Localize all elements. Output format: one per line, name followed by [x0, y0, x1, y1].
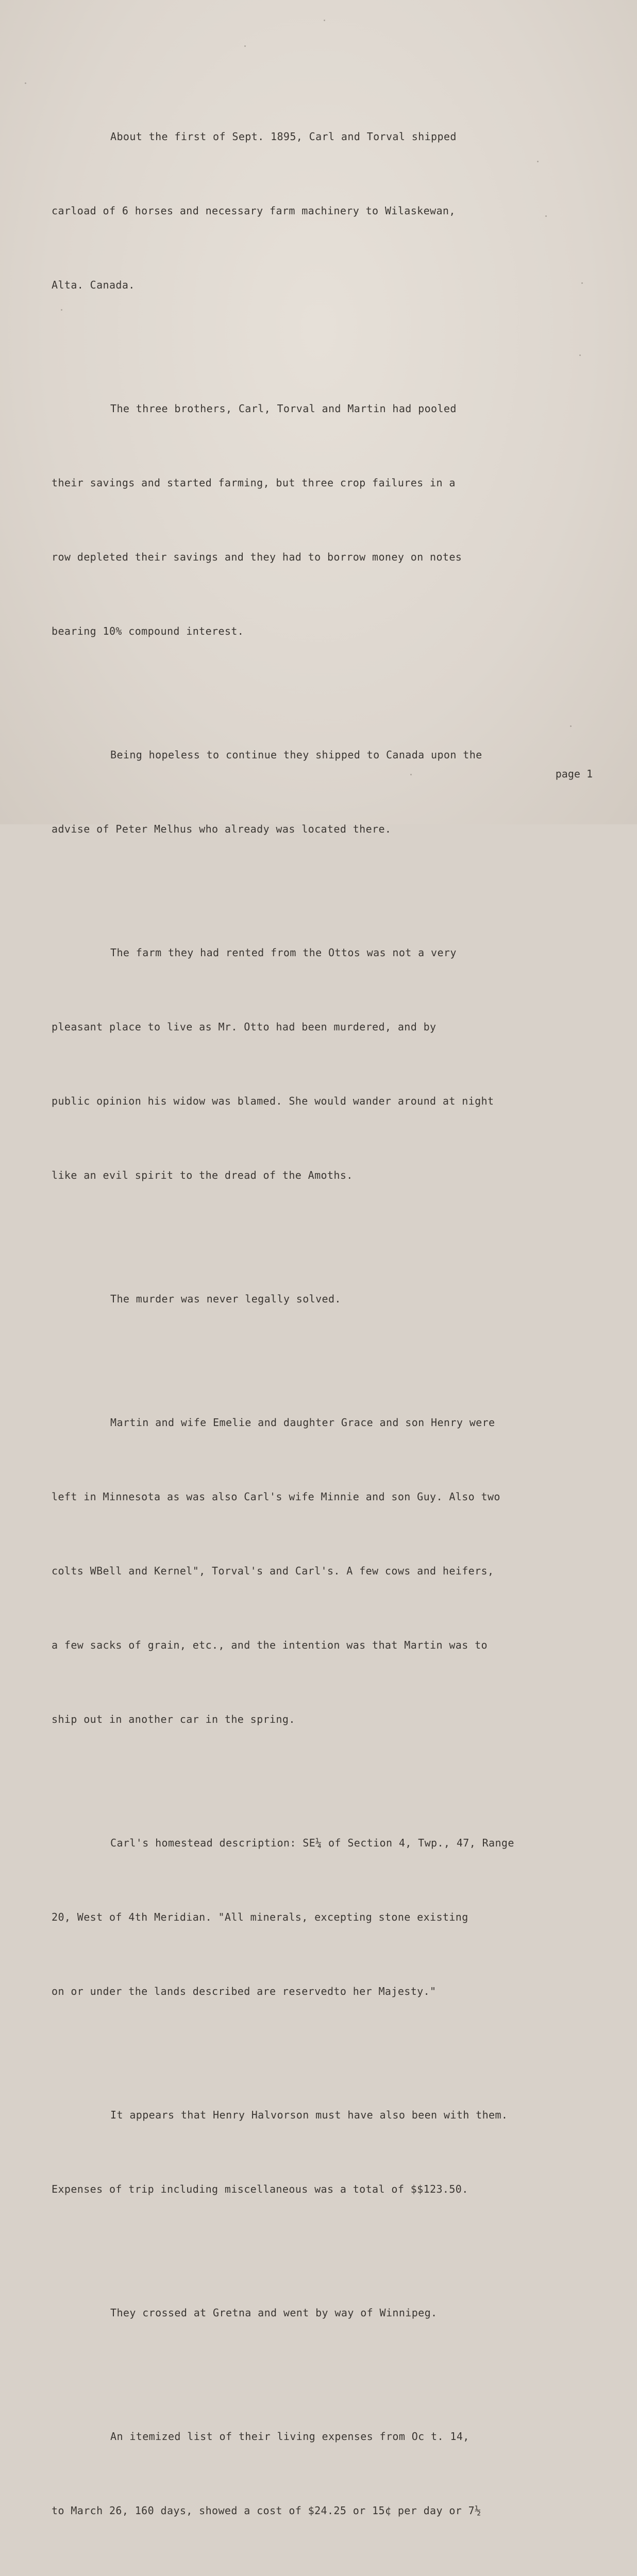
text-line: The three brothers, Carl, Torval and Martin had pooled [110, 402, 457, 415]
paper-speck [537, 161, 539, 162]
text-line: The murder was never legally solved. [110, 1293, 341, 1305]
paragraph [52, 693, 598, 891]
text-line: left in Minnesota as was also Carl's wife Minnie and son Guy. Also two [52, 1490, 500, 1503]
text-line: pleasant place to live as Mr. Otto had been murdered, and by [52, 1021, 437, 1033]
paper-speck [581, 282, 583, 284]
document-body [52, 75, 598, 2576]
text-line: bearing 10% compound interest. [52, 625, 244, 637]
paper-speck [324, 20, 325, 21]
paper-speck [570, 725, 572, 727]
text-line: advise of Peter Melhus who already was located there. [52, 823, 392, 835]
text-line: It appears that Henry Halvorson must have also been with them. [110, 2109, 508, 2121]
text-line: like an evil spirit to the dread of the Amoths. [52, 1169, 353, 1181]
text-line: Carl's homestead description: SE¼ of Section 4, Twp., 47, Range [110, 1837, 514, 1849]
paper-speck [61, 309, 62, 311]
text-line: colts WBell and Kernel", Torval's and Carl's. A few cows and heifers, [52, 1565, 494, 1577]
text-line: They crossed at Gretna and went by way of Winnipeg. [110, 2307, 438, 2319]
paragraph [52, 2251, 598, 2375]
paper-speck [25, 82, 26, 84]
paragraph [52, 1781, 598, 2053]
paragraph [52, 1237, 598, 1361]
text-line [52, 2572, 598, 2576]
paper-speck [545, 215, 547, 217]
paragraph [52, 75, 598, 347]
text-line: ship out in another car in the spring. [52, 1713, 295, 1725]
text-line: public opinion his widow was blamed. She would wander around at night [52, 1095, 494, 1107]
text-line: their savings and started farming, but three crop failures in a [52, 477, 456, 489]
paper-speck [244, 45, 246, 47]
paragraph [52, 2053, 598, 2251]
paragraph [52, 1361, 598, 1781]
text-line: The farm they had rented from the Ottos was not a very [110, 946, 457, 959]
page-number: page 1 [555, 768, 593, 780]
text-line: Alta. Canada. [52, 279, 135, 291]
text-line: 20, West of 4th Meridian. "All minerals, excepting stone existing [52, 1911, 468, 1923]
paragraph [52, 347, 598, 693]
text-line: Martin and wife Emelie and daughter Grace and son Henry were [110, 1416, 495, 1429]
text-line: a few sacks of grain, etc., and the intention was that Martin was to [52, 1639, 488, 1651]
paragraph [52, 2375, 598, 2576]
text-line: About the first of Sept. 1895, Carl and Torval shipped [110, 130, 457, 143]
text-line: An itemized list of their living expenses from Oc t. 14, [110, 2430, 470, 2443]
paragraph [52, 891, 598, 1237]
text-line: carload of 6 horses and necessary farm machinery to Wilaskewan, [52, 205, 456, 217]
paper-speck [410, 774, 412, 775]
text-line: row depleted their savings and they had to borrow money on notes [52, 551, 462, 563]
text-line: to March 26, 160 days, showed a cost of $24.25 or 15¢ per day or 7½ [52, 2504, 481, 2517]
text-line: on or under the lands described are reservedto her Majesty." [52, 1985, 437, 1997]
text-line: Being hopeless to continue they shipped to Canada upon the [110, 749, 482, 761]
text-line: Expenses of trip including miscellaneous was a total of $$123.50. [52, 2183, 468, 2195]
paper-speck [579, 354, 581, 356]
